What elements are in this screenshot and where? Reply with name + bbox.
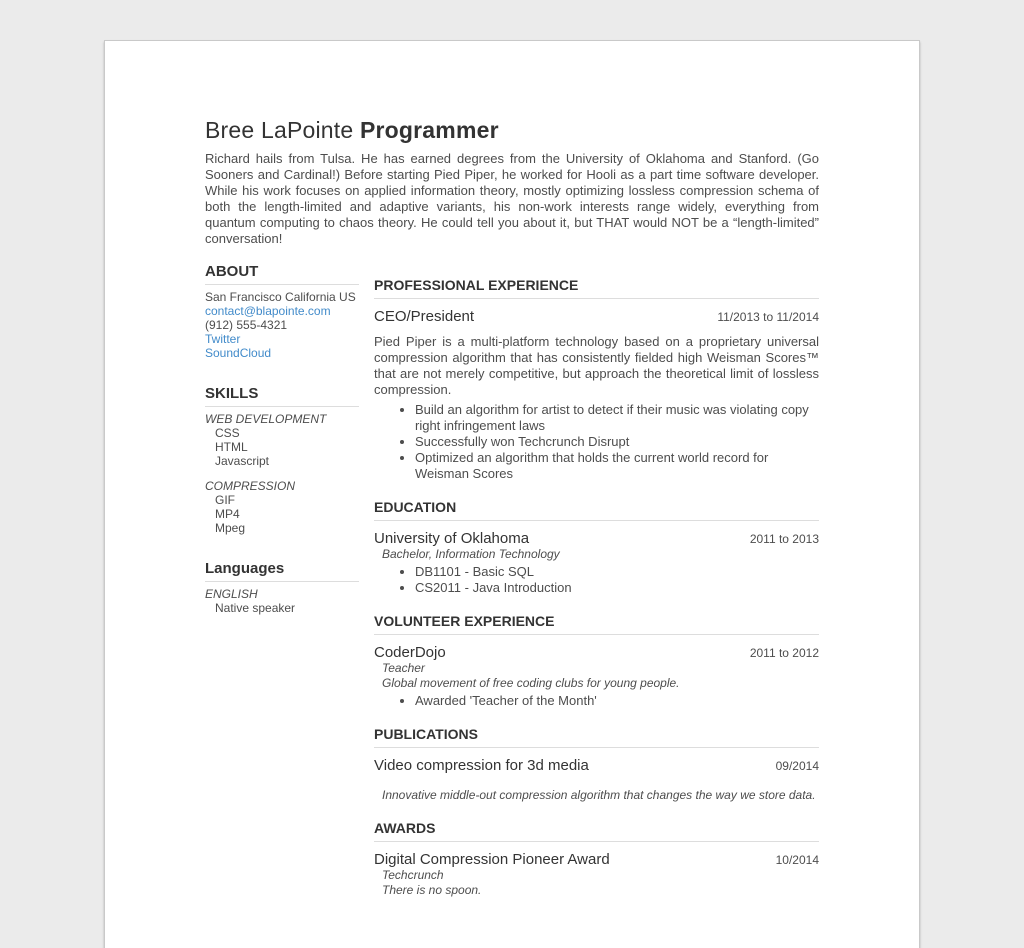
volunteer-highlight: • Awarded 'Teacher of the Month'	[415, 693, 819, 709]
about-section	[205, 263, 359, 360]
publications-heading: PUBLICATIONS	[374, 726, 819, 748]
publication-title: Video compression for 3d media	[374, 757, 589, 774]
email-link[interactable]: contact@blapointe.com	[205, 304, 331, 318]
page-title	[205, 117, 819, 144]
main-column	[374, 263, 819, 915]
language-level: Native speaker	[215, 601, 296, 615]
candidate-name: Bree LaPointe	[205, 117, 354, 143]
job-title: CEO/President	[374, 308, 475, 325]
publications-section	[374, 726, 819, 803]
job-highlight: • Optimized an algorithm that holds the current world record for Weisman Scores	[415, 450, 819, 482]
entry-head	[374, 757, 819, 774]
award-issuer: Techcrunch	[382, 868, 444, 882]
language-label: ENGLISH	[205, 587, 258, 601]
phone-text: (912) 555-4321	[205, 318, 288, 332]
awards-section	[374, 820, 819, 898]
skill-item: GIF	[215, 493, 235, 507]
volunteer-summary: Global movement of free coding clubs for young people.	[382, 676, 680, 690]
course-item: • DB1101 - Basic SQL	[415, 564, 819, 580]
skill-item: HTML	[215, 440, 248, 454]
job-highlight: • Build an algorithm for artist to detect if their music was violating copy right infringement laws	[415, 402, 819, 434]
experience-entry	[374, 308, 819, 482]
skill-group-web-development	[205, 412, 359, 468]
education-heading: EDUCATION	[374, 499, 819, 521]
skill-group-compression	[205, 479, 359, 535]
skills-section	[205, 385, 359, 535]
publication-entry	[374, 757, 819, 803]
skills-heading: SKILLS	[205, 385, 359, 407]
languages-section	[205, 560, 359, 615]
entry-head	[374, 530, 819, 547]
volunteer-date-range: 2011 to 2012	[749, 646, 819, 660]
award-title: Digital Compression Pioneer Award	[374, 851, 610, 868]
school-name: University of Oklahoma	[374, 530, 530, 547]
about-heading: ABOUT	[205, 263, 359, 285]
job-highlight: • Successfully won Techcrunch Disrupt	[415, 434, 819, 450]
soundcloud-link[interactable]: SoundCloud	[205, 346, 272, 360]
resume-document	[104, 40, 920, 948]
skill-item: CSS	[215, 426, 240, 440]
volunteer-position: Teacher	[382, 661, 425, 675]
language-group-english	[205, 587, 359, 615]
publication-summary: Innovative middle-out compression algorithm that changes the way we store data.	[382, 788, 816, 802]
skill-item: MP4	[215, 507, 240, 521]
volunteer-highlights	[374, 693, 819, 709]
location-text: San Francisco California US	[205, 290, 356, 304]
skill-item: Mpeg	[215, 521, 246, 535]
skill-item: Javascript	[215, 454, 270, 468]
entry-head	[374, 851, 819, 868]
content-columns	[205, 263, 819, 915]
organization-name: CoderDojo	[374, 644, 446, 661]
job-description: Pied Piper is a multi-platform technology based on a proprietary universal compression algorithm that has consistently fielded high Weisman Scores™ that are not merely competitive, but approach the theoretical limit of lossless compression.	[374, 334, 819, 397]
education-entry	[374, 530, 819, 596]
award-date: 10/2014	[775, 853, 819, 867]
sidebar	[205, 263, 359, 640]
job-highlights	[374, 402, 819, 482]
course-item: • CS2011 - Java Introduction	[415, 580, 819, 596]
volunteer-section	[374, 613, 819, 709]
volunteer-heading: VOLUNTEER EXPERIENCE	[374, 613, 819, 635]
summary-text: Richard hails from Tulsa. He has earned degrees from the University of Oklahoma and Stanford. (Go Sooners and Cardinal!) Before starting Pied Piper, he worked for Hooli as a part time software developer. While his work focuses on applied information theory, mostly optimizing lossless compression schema of both the length-limited and adaptive variants, his non-work interests range widely, everything from quantum computing to chaos theory. He could tell you about it, but THAT would NOT be a “length-limited” conversation!	[205, 151, 819, 246]
award-entry	[374, 851, 819, 898]
awards-heading: AWARDS	[374, 820, 819, 842]
education-section	[374, 499, 819, 596]
education-date-range: 2011 to 2013	[749, 532, 819, 546]
languages-heading: Languages	[205, 560, 359, 582]
degree-text: Bachelor, Information Technology	[382, 547, 560, 561]
course-list	[374, 564, 819, 596]
experience-section	[374, 277, 819, 482]
experience-heading: PROFESSIONAL EXPERIENCE	[374, 277, 819, 299]
twitter-link[interactable]: Twitter	[205, 332, 241, 346]
entry-head	[374, 308, 819, 325]
entry-head	[374, 644, 819, 661]
award-summary: There is no spoon.	[382, 883, 482, 897]
job-date-range: 11/2013 to 11/2014	[717, 310, 819, 324]
about-lines	[205, 285, 359, 360]
volunteer-entry	[374, 644, 819, 709]
skill-group-label: WEB DEVELOPMENT	[205, 412, 327, 426]
skill-group-label: COMPRESSION	[205, 479, 296, 493]
publication-date: 09/2014	[775, 759, 819, 773]
candidate-role: Programmer	[359, 117, 499, 143]
